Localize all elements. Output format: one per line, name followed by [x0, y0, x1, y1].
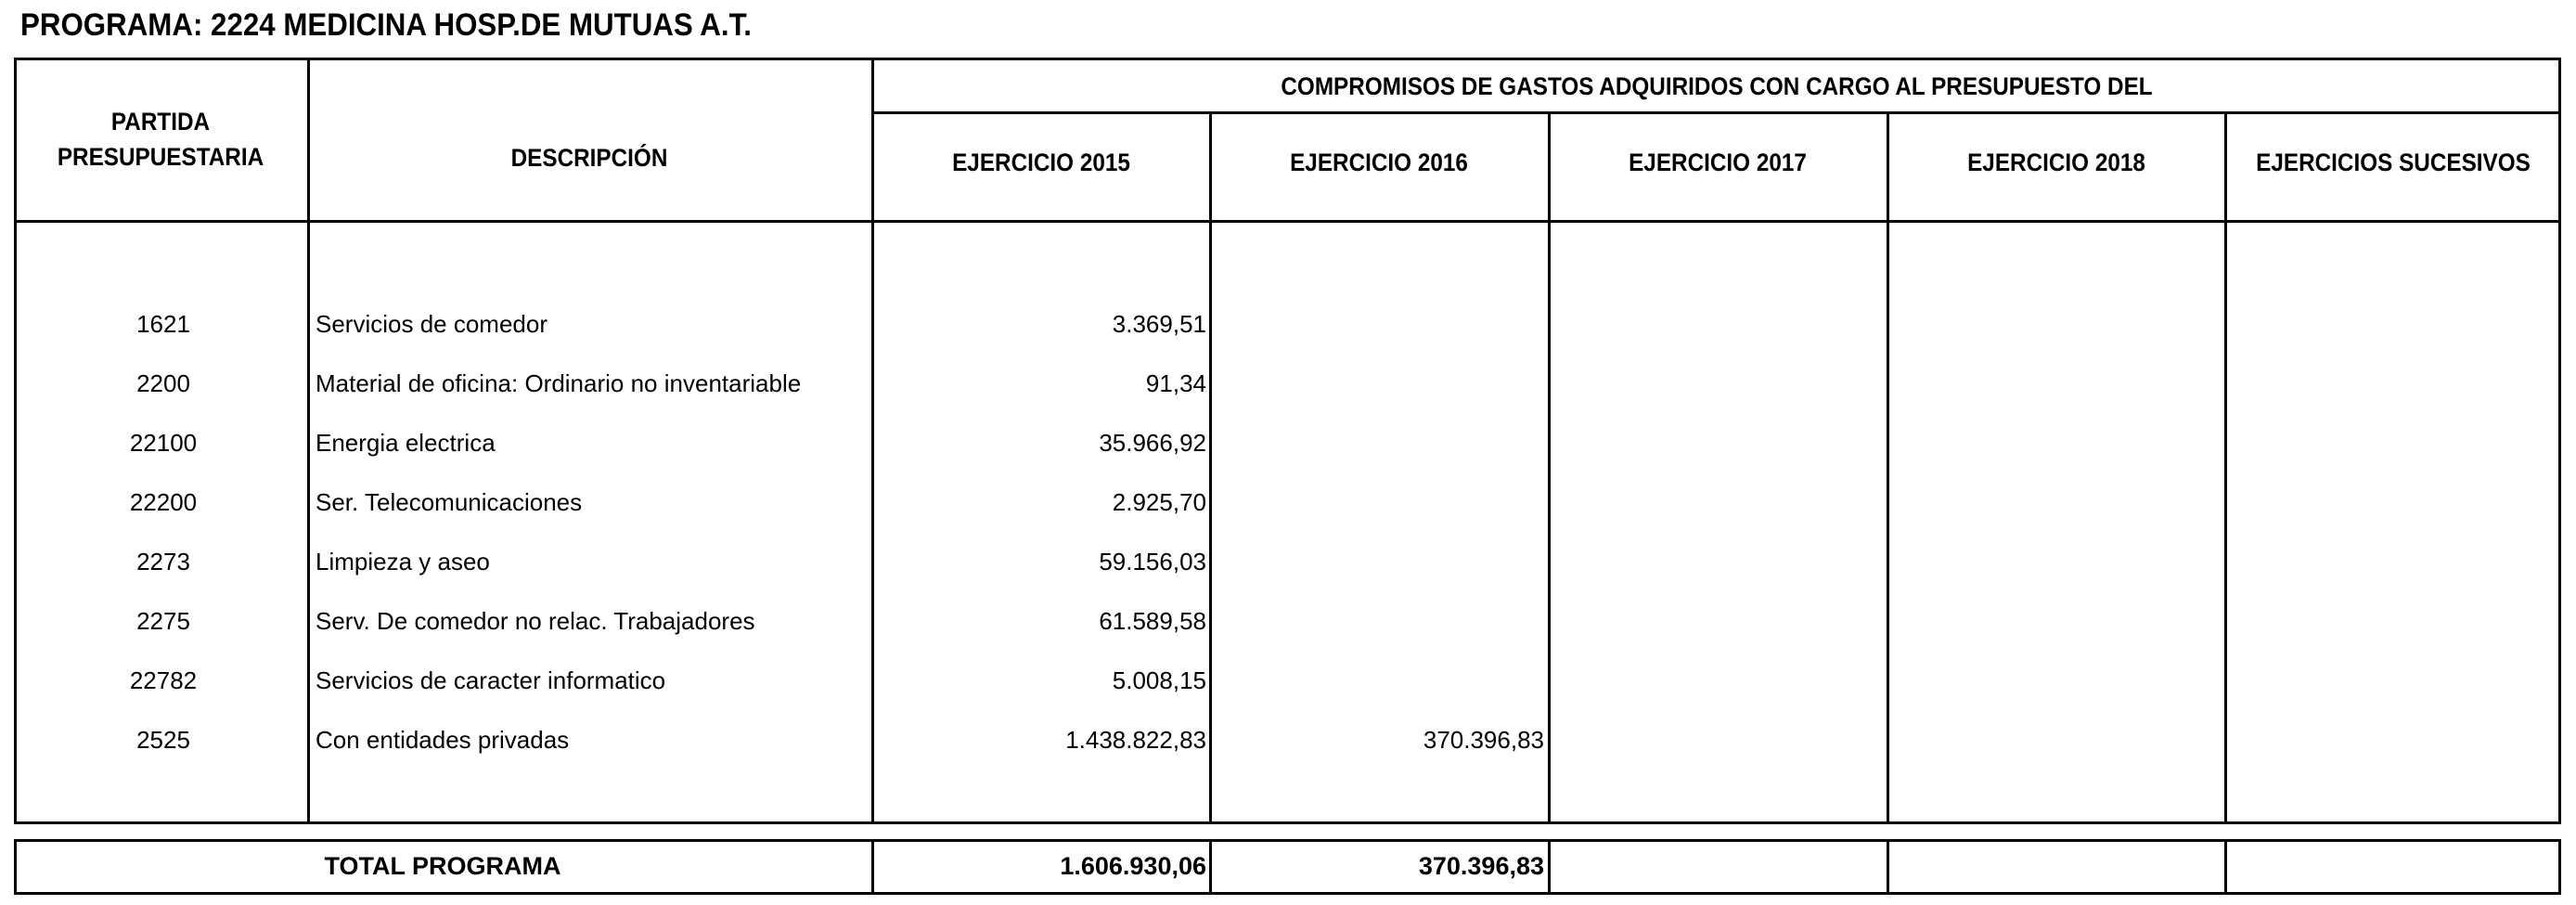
header-bottom-line — [14, 220, 2561, 223]
header-ejercicio-2015: EJERCICIO 2015 — [952, 149, 1130, 176]
partida-cell: 2273 — [136, 548, 190, 575]
total-divider-2017 — [1887, 839, 1889, 895]
total-divider-2015 — [1209, 839, 1212, 895]
header-descripcion: DESCRIPCIÓN — [510, 144, 668, 172]
col-divider-2016 — [1548, 111, 1551, 824]
partida-cell: 22200 — [129, 488, 198, 516]
ejercicio-2015-cell: 1.438.822,83 — [1065, 726, 1206, 754]
ejercicio-2015-cell: 35.966,92 — [1099, 429, 1206, 457]
col-divider-descripcion — [871, 58, 874, 824]
partida-cell: 1621 — [136, 310, 190, 338]
ejercicio-2015-cell: 5.008,15 — [1112, 666, 1206, 694]
ejercicio-2015-cell: 59.156,03 — [1099, 548, 1206, 575]
col-divider-2018 — [2224, 111, 2227, 824]
partida-cell: 22100 — [129, 429, 198, 457]
header-subdivider — [872, 111, 2561, 114]
descripcion-cell: Ser. Telecomunicaciones — [316, 488, 583, 516]
header-partida-line2: PRESUPUESTARIA — [57, 143, 264, 171]
total-divider-2018 — [2224, 839, 2227, 895]
descripcion-cell: Material de oficina: Ordinario no inventariable — [316, 369, 802, 397]
total-label: TOTAL PROGRAMA — [324, 852, 561, 880]
total-ejercicio-2015: 1.606.930,06 — [1060, 852, 1206, 880]
header-partida-line1: PARTIDA — [110, 108, 211, 136]
ejercicio-2015-cell: 2.925,70 — [1112, 488, 1206, 516]
header-partida — [29, 104, 292, 175]
ejercicio-2015-cell: 3.369,51 — [1112, 310, 1206, 338]
col-divider-2015 — [1209, 111, 1212, 824]
col-divider-2017 — [1887, 111, 1889, 824]
descripcion-cell: Serv. De comedor no relac. Trabajadores — [316, 607, 755, 635]
header-compromisos: COMPROMISOS DE GASTOS ADQUIRIDOS CON CARGO AL PRESUPUESTO DEL — [1281, 72, 2153, 100]
header-ejercicio-2018: EJERCICIO 2018 — [1967, 149, 2145, 176]
partida-cell: 2200 — [136, 369, 190, 397]
descripcion-cell: Energia electrica — [316, 429, 496, 457]
partida-cell: 2525 — [136, 726, 190, 754]
page-title: PROGRAMA: 2224 MEDICINA HOSP.DE MUTUAS A.T. — [20, 7, 752, 43]
ejercicio-2016-cell: 370.396,83 — [1423, 726, 1544, 754]
ejercicio-2015-cell: 61.589,58 — [1099, 607, 1206, 635]
header-ejercicio-2017: EJERCICIO 2017 — [1629, 149, 1807, 176]
col-divider-partida — [307, 58, 310, 824]
descripcion-cell: Limpieza y aseo — [316, 548, 490, 575]
partida-cell: 22782 — [129, 666, 198, 694]
header-ejercicio-2016: EJERCICIO 2016 — [1290, 149, 1468, 176]
header-ejercicios-sucesivos: EJERCICIOS SUCESIVOS — [2256, 149, 2531, 176]
total-ejercicio-2016: 370.396,83 — [1418, 852, 1544, 880]
ejercicio-2015-cell: 91,34 — [1145, 369, 1206, 397]
total-divider-descripcion — [871, 839, 874, 895]
descripcion-cell: Servicios de caracter informatico — [316, 666, 666, 694]
descripcion-cell: Con entidades privadas — [316, 726, 570, 754]
partida-cell: 2275 — [136, 607, 190, 635]
total-divider-2016 — [1548, 839, 1551, 895]
descripcion-cell: Servicios de comedor — [316, 310, 547, 338]
